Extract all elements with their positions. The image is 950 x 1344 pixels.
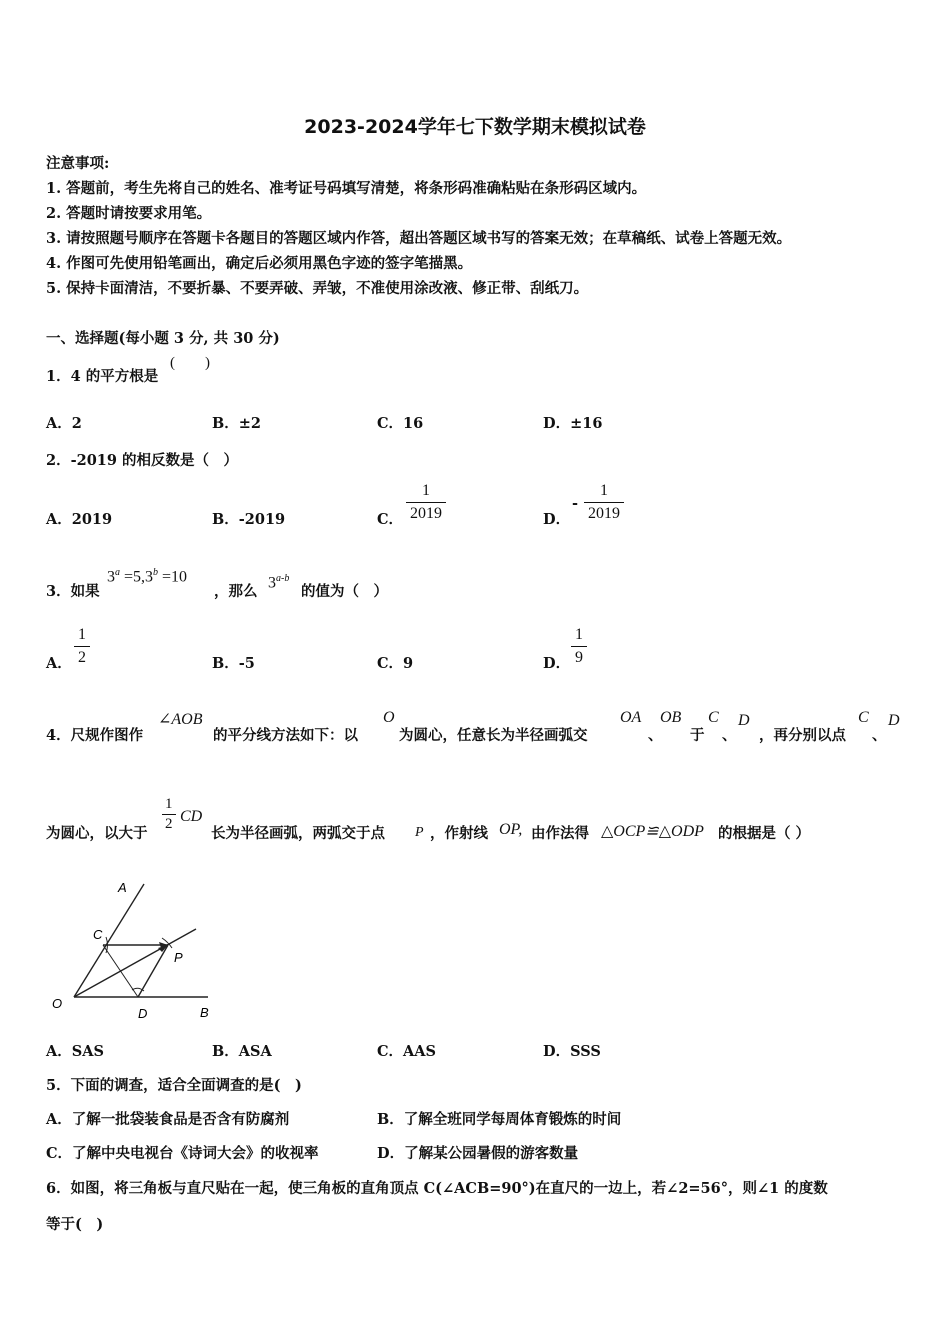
q4-text-4: ，再分别以点 bbox=[759, 727, 846, 744]
q3-a-denominator: 2 bbox=[74, 646, 90, 667]
q2-d-sign: - bbox=[572, 495, 579, 512]
q4-half-denominator: 2 bbox=[162, 814, 176, 833]
q4-point-d: D bbox=[738, 712, 750, 729]
label-o: O bbox=[52, 996, 63, 1011]
page-title: 2023-2024学年七下数学期末模拟试卷 bbox=[304, 116, 646, 138]
q3-option-d-label: D． bbox=[543, 655, 571, 672]
q4-text-1: 4．尺规作图作 bbox=[46, 727, 144, 744]
q5-stem: 5．下面的调查，适合全面调查的是( ) bbox=[46, 1077, 302, 1094]
q3-option-d-fraction bbox=[571, 626, 587, 667]
q3-option-b: B．-5 bbox=[212, 655, 255, 672]
q3-base-3: 3 bbox=[268, 574, 276, 592]
q4-text-2: 的平分线方法如下：以 bbox=[213, 727, 358, 744]
q4-text-9: 的根据是（ ） bbox=[718, 825, 811, 842]
q1-option-b: B．±2 bbox=[212, 415, 261, 432]
q2-option-c-label: C． bbox=[377, 511, 404, 528]
ray-oa bbox=[74, 884, 144, 997]
q4-option-a: A．SAS bbox=[46, 1043, 104, 1060]
q4-text-5: 为圆心，以大于 bbox=[46, 825, 148, 842]
label-a: A bbox=[118, 880, 127, 895]
q3-exp-3: a-b bbox=[276, 573, 290, 584]
q4-yu: 于 bbox=[690, 727, 705, 744]
q4-sep-2: 、 bbox=[722, 727, 737, 744]
q2-c-numerator: 1 bbox=[422, 482, 430, 499]
q3-option-a-fraction bbox=[74, 626, 90, 667]
section-heading: 一、选择题(每小题 3 分, 共 30 分) bbox=[46, 330, 280, 347]
q6-stem-line-2: 等于( ) bbox=[46, 1216, 104, 1233]
q6-stem-line-1: 6．如图，将三角板与直尺贴在一起，使三角板的直角顶点 C(∠ACB=90°)在直尺的一边上，若∠2=56°，则∠1 的度数 bbox=[46, 1180, 828, 1197]
q4-ray-ob: OB bbox=[660, 709, 682, 726]
q2-d-numerator: 1 bbox=[600, 482, 608, 499]
q3-prefix: 3．如果 bbox=[46, 583, 100, 600]
q3-exp-1: a bbox=[115, 567, 120, 578]
q5-option-a: A．了解一批袋装食品是否含有防腐剂 bbox=[46, 1111, 290, 1128]
notice-heading: 注意事项: bbox=[46, 155, 110, 172]
label-d: D bbox=[138, 1006, 148, 1021]
q3-exp-2: b bbox=[153, 567, 159, 578]
q4-ray-op: OP, bbox=[499, 821, 523, 838]
q2-option-d-label: D． bbox=[543, 511, 571, 528]
q4-text-6: 长为半径画弧，两弧交于点 bbox=[211, 825, 385, 842]
q4-text-8: 由作法得 bbox=[531, 825, 589, 842]
q4-angle-aob: ∠AOB bbox=[158, 711, 203, 728]
notice-item-4: 4. 作图可先使用铅笔画出，确定后必须用黑色字迹的签字笔描黑。 bbox=[46, 255, 473, 272]
q2-c-denominator: 2019 bbox=[406, 502, 446, 523]
q4-half-fraction bbox=[162, 796, 176, 833]
notice-item-1: 1. 答题前，考生先将自己的姓名、准考证号码填写清楚，将条形码准确粘贴在条形码区域内。 bbox=[46, 180, 647, 197]
q2-stem: 2．-2019 的相反数是（ ） bbox=[46, 452, 239, 469]
q4-text-3: 为圆心，任意长为半径画弧交 bbox=[399, 727, 588, 744]
q4-point-o: O bbox=[383, 709, 395, 726]
q5-option-c: C．了解中央电视台《诗词大会》的收视率 bbox=[46, 1145, 319, 1162]
notice-item-5: 5. 保持卡面清洁，不要折暴、不要弄破、弄皱，不准使用涂改液、修正带、刮纸刀。 bbox=[46, 280, 589, 297]
q3-base-1: 3 bbox=[107, 568, 115, 586]
q4-point-c-2: C bbox=[858, 709, 869, 726]
q3-eq-2: =10 bbox=[162, 568, 188, 586]
q4-point-p: P bbox=[415, 825, 424, 840]
q4-sep-1: 、 bbox=[648, 727, 663, 744]
q3-option-a-label: A． bbox=[46, 655, 72, 672]
q2-option-c-fraction bbox=[406, 482, 446, 523]
q2-d-denominator: 2019 bbox=[584, 502, 624, 523]
q2-option-b: B．-2019 bbox=[212, 511, 286, 528]
q4-option-b: B．ASA bbox=[212, 1043, 272, 1060]
q3-d-denominator: 9 bbox=[571, 646, 587, 667]
q4-segment-cd: CD bbox=[180, 808, 203, 825]
q4-option-d: D．SSS bbox=[543, 1043, 601, 1060]
label-c: C bbox=[93, 927, 103, 942]
q1-stem: 1．4 的平方根是 bbox=[46, 368, 159, 385]
q4-point-d-2: D bbox=[888, 712, 900, 729]
notice-item-2: 2. 答题时请按要求用笔。 bbox=[46, 205, 212, 222]
q3-a-numerator: 1 bbox=[78, 626, 86, 643]
label-b: B bbox=[200, 1005, 209, 1020]
q4-text-7: ，作射线 bbox=[430, 825, 488, 842]
q3-expression-2 bbox=[268, 573, 289, 592]
q4-option-c: C．AAS bbox=[377, 1043, 437, 1060]
q3-expression-1 bbox=[107, 567, 187, 586]
q2-option-d-fraction bbox=[584, 482, 624, 523]
q5-option-d: D．了解某公园暑假的游客数量 bbox=[377, 1145, 579, 1162]
q2-option-a: A．2019 bbox=[46, 511, 113, 528]
q3-d-numerator: 1 bbox=[575, 626, 583, 643]
q4-congruence: △OCP≌△ODP bbox=[601, 823, 704, 840]
q4-figure bbox=[46, 872, 226, 1027]
q4-point-c: C bbox=[708, 709, 719, 726]
label-p: P bbox=[174, 950, 183, 965]
q1-paren: ( ) bbox=[170, 355, 210, 371]
q1-option-a: A．2 bbox=[46, 415, 82, 432]
notice-item-3: 3. 请按照题号顺序在答题卡各题目的答题区域内作答，超出答题区域书写的答案无效；在草稿纸、试卷上答题无效。 bbox=[46, 230, 792, 247]
q5-option-b: B．了解全班同学每周体育锻炼的时间 bbox=[377, 1111, 622, 1128]
q3-mid: ，那么 bbox=[214, 583, 258, 600]
q4-ray-oa: OA bbox=[620, 709, 642, 726]
q4-half-numerator: 1 bbox=[165, 796, 173, 812]
q3-option-c: C．9 bbox=[377, 655, 414, 672]
q1-option-c: C．16 bbox=[377, 415, 424, 432]
q4-sep-3: 、 bbox=[872, 727, 887, 744]
q3-eq-1: =5,3 bbox=[124, 568, 154, 586]
q3-suffix: 的值为（ ） bbox=[301, 583, 388, 600]
q1-option-d: D．±16 bbox=[543, 415, 603, 432]
